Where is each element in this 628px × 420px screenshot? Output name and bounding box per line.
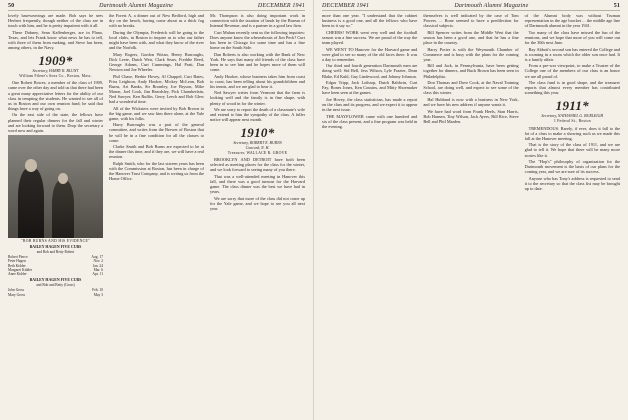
right-page (314, 0, 628, 420)
table-row: Beth Kidder Jan. 24 (8, 263, 103, 268)
photo-caption: "BOB BURNS AND HIS EVIDENCE" (21, 238, 90, 243)
secretary-address: Concord, N. H. (245, 145, 270, 150)
table-subtitle: and Bob and Betty Robert (36, 249, 75, 254)
paragraph: The class fund is in good shape, and the treasurer reports that almost every member has contributed something this year. (524, 80, 620, 96)
class-secretary: Secretary, HARRY R. BLUNT (32, 69, 79, 74)
class-secretary: Secretary, ROBERT E. BURNS (233, 141, 282, 146)
right-column-2 (423, 13, 518, 193)
paragraph: Anyone who has Tony's address is requested to send it to the secretary so that the class list may be brought up to date. (524, 175, 620, 192)
table-subtitle: and Bob and Betty (Gross) (36, 283, 75, 288)
table-row: Robert Pierce Aug. 17 (8, 254, 103, 259)
paragraph: We are sorry that more of the class did not come up for the Yale game, and we hope to see you all next year. (210, 195, 305, 211)
table-row: Margaret Kidder Mar. 6 (8, 267, 103, 272)
left-column-2 (109, 13, 204, 299)
paragraph: All of the Wicksters were invited by Bob Brown to the big game, and we saw him there alone, at the Yale game, with his folks. (109, 105, 204, 121)
paragraph: TREMENDOUS. Rarely, if ever, does it fall to the lot of a class to make a showing such as we made this fall at the Hanover meeting. (524, 125, 620, 141)
magazine-title: Dartmouth Alumni Magazine (454, 3, 529, 9)
paragraph: Curt Mahan recently sent us the following inquiries: Does anyone know the whereabouts of Jim Peck? Curt has been in Chicago for some time and has a fine home on the South Side. (210, 29, 305, 51)
paragraph: On the east side of the state, the fellows have planned their regular dinners for the fall and winter and are looking forward to them. Drop the secretary a word now and again. (8, 112, 103, 133)
paragraph: Ned Sawyer writes from Vermont that the farm is looking well and the family is in fine shape, with plenty of wood in for the winter. (210, 90, 305, 106)
secretary-address: 1 Federal St., Boston (553, 119, 591, 123)
paragraph: more than one year. "I understand that the cabinet business is a good one, and all the fellows who have been in it say so." (322, 13, 418, 29)
magazine-title: Dartmouth Alumni Magazine (99, 3, 174, 9)
paragraph: THE MAYFLOWER came with one hundred and six of the class present, and a fine program was held in the evening. (322, 113, 418, 129)
table-row: Anne Kidder Apr. 11 (8, 272, 103, 277)
paragraph: Clarke Smith and Bob Burns are expected to be at the dinner this time, and if they are, we will have a real reunion. (109, 144, 204, 160)
table-row: Mary Gross May 3 (8, 292, 103, 297)
paragraph: Don Thomas and Dave Cook, at the Naval Training School, are doing well, and expect to see some of the class this winter. (423, 80, 519, 96)
table-title: BAILEY HAGEN FIVE CUBS (29, 245, 82, 250)
class-heading-1910: 1910* (240, 125, 275, 141)
paragraph: These Dabney, Sean Kaffenberger, are in Plano, Texas, and lets Frank know what news he has to tell, with three of them from making, and Steve has been, among others, in the Navy. (8, 29, 103, 51)
paragraph: Our third and fourth generation Dartmouth men are doing well: Sid Bell, Jess Wilson, Lyle Frazier, Dean Blake, Ed Kuhl, Guy Lindewood, and Johnny Johnson. (322, 63, 418, 79)
issue-date: DECEMBER 1941 (322, 3, 370, 9)
class-heading-1909: 1909* (38, 53, 73, 69)
photo (8, 135, 103, 238)
paragraph: Harry Porter is with the Weymouth Chamber of Commerce and is busy with the plans for the coming year. (423, 46, 519, 62)
paragraph: Mary Rogers, Gordon Wotan, Henry Burroughs, Dick Leete, Dutch Weir, Clark Sears, Freddie Reed, George Adams, Curt Cummings, Hal Pratt, Dan Newton and Joe Wheeler. (109, 51, 204, 72)
class-treasurer: Treasurer, WALLACE R. GROVE (227, 150, 288, 155)
paragraph: Too many of the class have missed the fun of the reunions, and we hope that more of you will come out for the 30th next June. (524, 29, 620, 45)
paragraph: Joe Hovey, the class statistician, has made a report on the class and its progress, and we expect it to appear in the next issue. (322, 96, 418, 113)
paragraph: of the Alumni body was without Truman representation in the age bracket ... the middle age line of Dartmouth alumni in the year 1941. (524, 13, 620, 29)
secretary-address: William Filene's Sons Co., Boston, Mass. (19, 73, 92, 78)
paragraph: We have had word from Frank Heels, Stan Harris, Bob Hansen, Tiny Wilson, Jack Ayers, Bill Rice, Steve Bell and Phil Marden. (423, 108, 519, 124)
left-column-1 (8, 13, 103, 299)
paragraph: Harry Burroughs was a part of the general committee, and writes from the Brewer of Boston that he will be in a fine condition for all the classes to come. (109, 122, 204, 143)
page-number: 51 (613, 3, 620, 9)
left-column-3 (210, 13, 305, 299)
paragraph: During the Olympia, Frederick will be going to the local clubs, in Boston to inquire as to who our father might have been with, and what they know of the river and the Norfolk. (109, 29, 204, 51)
photo-figure-head (58, 173, 68, 184)
birth-table (8, 255, 103, 276)
table-row: Peter Hagen Nov. 2 (8, 259, 103, 264)
paragraph: Hal Hubbard is now with a business in New York, and we have his new address if anyone wants it. (423, 96, 519, 107)
paragraph: Bill and Jack, in Pennsylvania, have been getting together for dinners, and Buck Brown has been seen in Philadelphia. (423, 63, 519, 79)
birth-table (8, 288, 103, 297)
paragraph: The "Hop's" philosophy of organization for the Dartmouth movement is the basis of our plans for the coming year, and we are sure of its success. (524, 159, 620, 175)
paragraph: the Forest A, a dinner out of New Bedford, high and dry on the beach, having come about as a thick fog with no breaks. (109, 13, 204, 29)
table-title: BAILEY HAGEN FIVE CUBS (29, 278, 82, 283)
photo-figure (52, 180, 74, 238)
photo-figure (18, 168, 44, 238)
page-number: 50 (8, 3, 15, 9)
issue-date: DECEMBER 1941 (257, 3, 305, 9)
class-heading-1911: 1911* (555, 98, 589, 114)
table-row: John Gross Feb. 10 (8, 288, 103, 293)
right-column-3 (525, 13, 620, 193)
paragraph: That was a well-attended meeting in Hanover this fall, and there was a good turnout for the Harvard game. The class dinner was the best we have had in years. (210, 173, 305, 195)
paragraph: Edgar Tripp, Jack Lothrop, Dutch Baldwin, Curt Fay, Bones Jones, Ken Cousins, and Mitty Shoemaker have been seen at the games. (322, 80, 418, 96)
paragraph: We are sorry to report the death of a classmate's wife and extend to him the sympathy of the class. A fuller notice will appear next month. (210, 107, 305, 123)
paragraph: Bill Spencer writes from the Middle West that the season has been a good one, and that he has a fine place in the country. (423, 29, 519, 45)
paragraph: CHEERS! WORK went very well and the football season was a fine success. We are proud of the way the team played. (322, 29, 418, 45)
page-header (8, 3, 305, 11)
paragraph: One Robert Bowes, a member of the class of 1909, came over the other day and told us that there had been a great many appreciative letters for the ability of our class in tempting the students. He wanted to see all of us in Boston and our own reunion fund; he said that things have a way of going on. (8, 80, 103, 111)
paragraph: Mr. Thompson is also doing important work in connection with the taxation of lands by the Bureau of Internal Revenue, and is a partner in a good law firm. (210, 13, 305, 29)
page-header (322, 3, 620, 11)
paragraph: Phil Chase, Herbie Hovey, Al Chappel, Curt Bates, Priss Leighton, Andy Hooker, Mickey McLean, Bob Burns, Art Banks, Sir Bromley, Joe Bryson, Mike Maron, Joel Cook, Jim Beardsley, Pick Chamberlain, Ned Sawyer, Ken Ruffin, Gerry Leech and Bob Glew had a wonderful time. (109, 73, 204, 104)
paragraph: BROOKLYN AND DETROIT have both been selected as meeting places for the class for the winter, and we look forward to seeing many of you there. (210, 157, 305, 173)
paragraph: themselves is well indicated by the case of Tom Powers. ... Bone seemed to have a predilection for classical subjects. (423, 13, 519, 29)
paragraph: From a pre-war viewpoint, to make a Trustee of the College one of the members of our class is an honor we are all proud of. (524, 63, 620, 79)
paragraph: Dan Roberts is also working with the Bank of New York. He says that many old friends of the class have been in to see him and he hopes more of them will come. (210, 51, 305, 72)
paragraph: Ralph Smith, who for the last sixteen years has been with the Commission at Boston, has been in charge of the Hanover Trust Company, and is writing us from the Home Office. (109, 161, 204, 182)
paragraph: That is the story of the class of 1911, and we are glad to tell it. We hope that there will be many more stories like it. (524, 142, 620, 158)
right-column-1 (322, 13, 417, 193)
class-secretary: Secretary, NATHANIEL G. BURLEIGH (541, 114, 604, 119)
paragraph: Ray Abbott's second son has entered the College and is rooming in a room which the older son once had. It is a family affair. (524, 46, 620, 62)
paragraph: Andy Hooker, whose business takes him from coast to coast, has been telling about his grandchildren and his tennis, and we are glad to hear it. (210, 73, 305, 89)
photo-figure-head (25, 159, 37, 172)
paragraph: WE WENT TO Hanover for the Harvard game and were glad to see so many of the old faces there. It was a day to remember. (322, 46, 418, 62)
paragraph: lovely baseweavings are made. Bob says he sees Herbert frequently, though neither of the class are in touch with him, and he is pretty impatient with it all. (8, 13, 103, 29)
